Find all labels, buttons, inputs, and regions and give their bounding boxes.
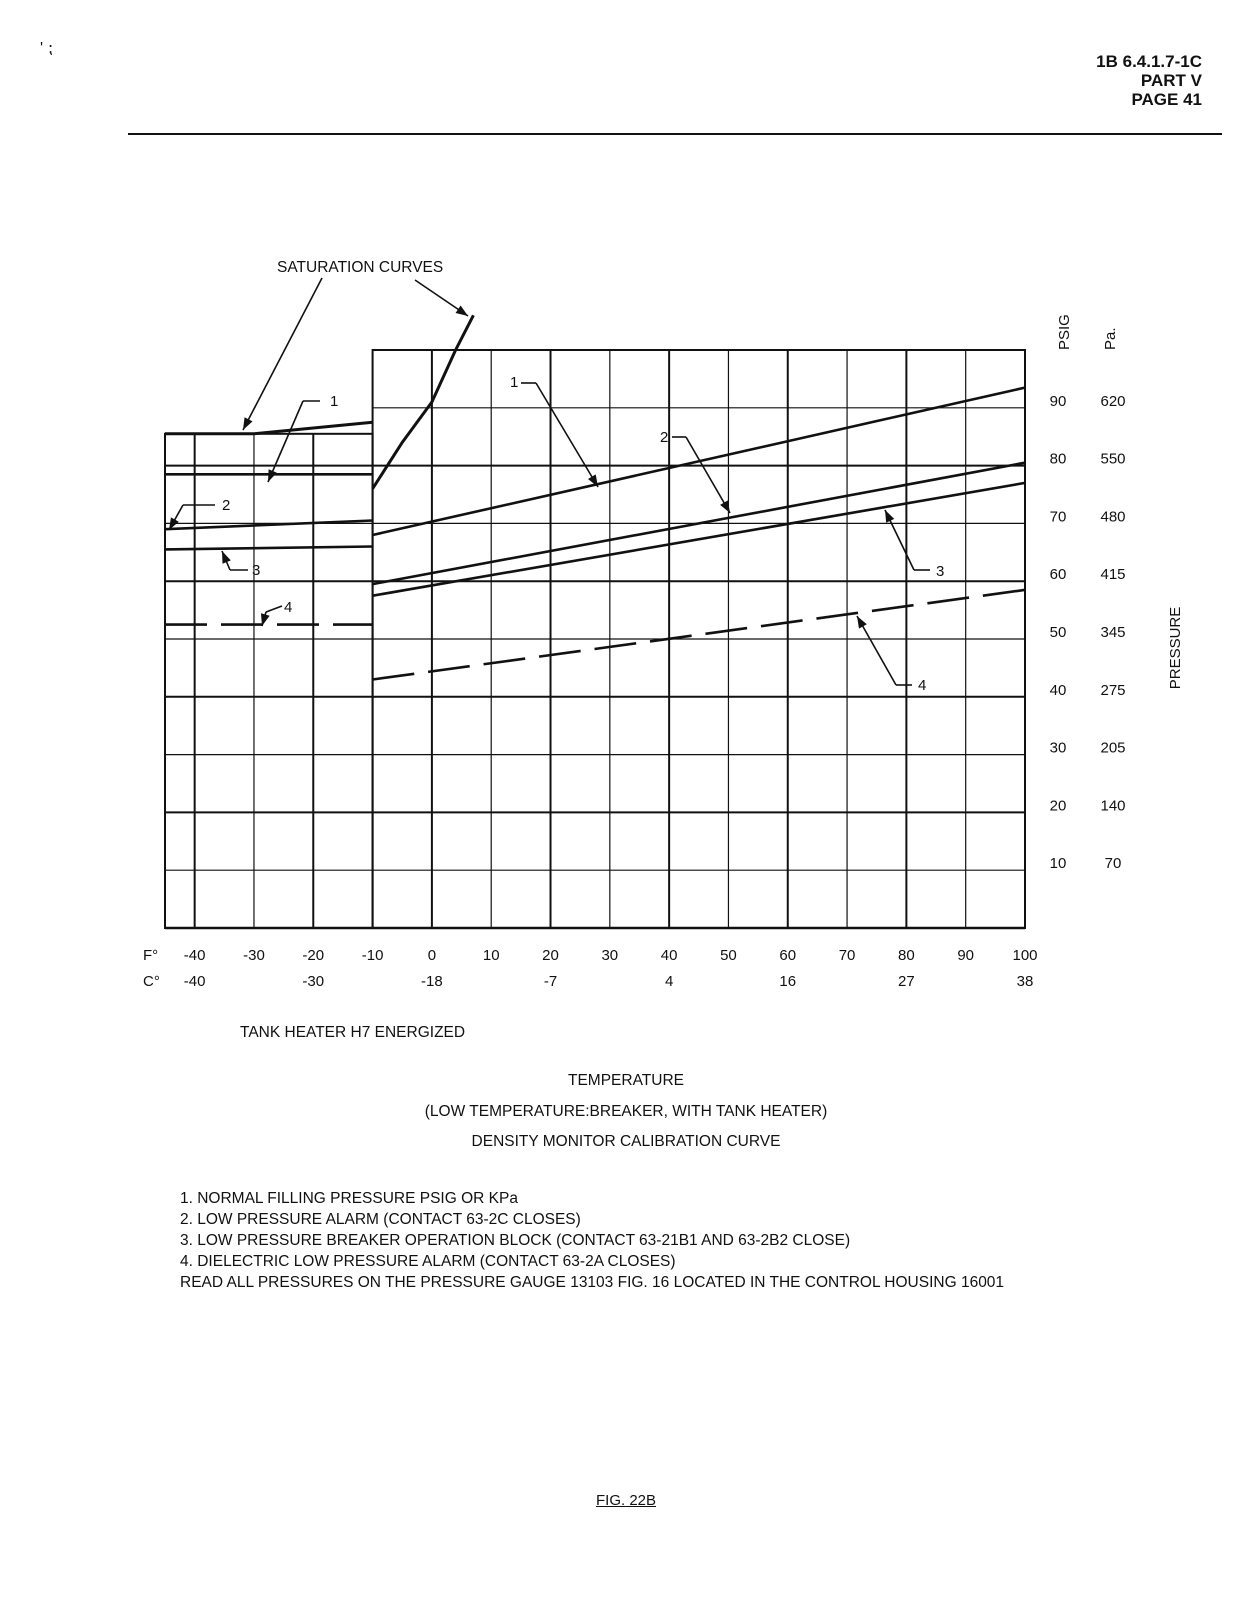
y-tick-pa-30: 205 [1100, 739, 1126, 757]
note-3: 3. LOW PRESSURE BREAKER OPERATION BLOCK (CONTACT 63-21B1 AND 63-2B2 CLOSE) [180, 1232, 851, 1249]
y-tick-psig-90: 90 [1049, 392, 1067, 410]
callout-3-left-pointer-head [222, 551, 231, 564]
x-tick-f-20: 20 [542, 947, 559, 964]
x-tick-f-0: 0 [427, 947, 437, 964]
x-unit-c: C° [143, 973, 160, 990]
x-tick-f-80: 80 [898, 947, 915, 964]
y-tick-psig-40: 40 [1049, 681, 1067, 699]
x-tick-c--18: -18 [421, 973, 443, 990]
series-3-segment-1 [165, 547, 373, 550]
y-tick-psig-50: 50 [1049, 624, 1067, 641]
chart-grid [165, 350, 1025, 928]
saturation-pointer-right-head [456, 306, 468, 316]
tank-heater-note: TANK HEATER H7 ENERGIZED [240, 1024, 466, 1041]
x-tick-f-100: 100 [1012, 947, 1038, 964]
y-unit-pa: Pa. [1102, 327, 1119, 350]
x-tick-c-38: 38 [1016, 973, 1034, 990]
series-3-segment-2 [373, 483, 1025, 596]
x-tick-c-16: 16 [779, 973, 797, 990]
y-tick-pa-50: 345 [1100, 624, 1126, 641]
y-tick-pa-80: 550 [1100, 450, 1126, 468]
legend-notes [180, 1188, 1004, 1293]
y-tick-pa-90: 620 [1100, 392, 1126, 410]
x-tick-f-10: 10 [482, 947, 500, 964]
chart-title: DENSITY MONITOR CALIBRATION CURVE [471, 1133, 781, 1150]
callout-4-right-pointer-head [857, 616, 867, 629]
note-1: 1. NORMAL FILLING PRESSURE PSIG OR KPa [180, 1190, 518, 1207]
callout-2-left-label: 2 [222, 497, 231, 514]
saturation-pointer-left [243, 278, 322, 430]
x-tick-f--20: -20 [302, 947, 325, 964]
callout-3-right-pointer-head [885, 510, 894, 523]
x-tick-f-70: 70 [838, 947, 856, 964]
chart-callouts [169, 259, 944, 694]
x-tick-c-4: 4 [664, 973, 674, 990]
y-tick-psig-30: 30 [1049, 739, 1067, 757]
chart-curves [165, 315, 1025, 679]
x-tick-f--10: -10 [361, 947, 384, 964]
callout-4-left-pointer-head [261, 613, 270, 626]
saturation-pointer-left-head [243, 417, 253, 430]
page-number: PAGE 41 [1131, 90, 1202, 109]
header-rule [128, 133, 1222, 135]
heater-panel-frame [165, 434, 373, 928]
callout-3-right-label: 3 [936, 563, 945, 580]
callout-3-left-label: 3 [252, 562, 261, 579]
y-tick-psig-20: 20 [1049, 797, 1067, 815]
callout-1-right-pointer [536, 383, 598, 487]
y-tick-pa-60: 415 [1100, 566, 1126, 584]
x-tick-c-27: 27 [898, 973, 915, 990]
x-unit-f: F° [143, 947, 159, 964]
saturation-label: SATURATION CURVES [277, 259, 444, 276]
callout-2-right-label: 2 [660, 429, 669, 446]
x-tick-f--40: -40 [183, 947, 206, 964]
y-tick-pa-20: 140 [1100, 797, 1126, 815]
series-1-segment-2 [373, 388, 1025, 535]
series-2-segment-1 [165, 521, 373, 530]
x-axis-label: TEMPERATURE [568, 1072, 684, 1089]
note-2: 2. LOW PRESSURE ALARM (CONTACT 63-2C CLOSES) [180, 1211, 581, 1228]
callout-2-right-pointer [686, 437, 730, 513]
y-axis-label: PRESSURE [1167, 606, 1184, 690]
x-tick-f-40: 40 [660, 947, 678, 964]
x-tick-f-30: 30 [601, 947, 619, 964]
callout-1-right-label: 1 [510, 374, 519, 391]
y-tick-psig-80: 80 [1049, 450, 1067, 468]
note-4: 4. DIELECTRIC LOW PRESSURE ALARM (CONTACT 63-2A CLOSES) [180, 1253, 676, 1270]
figure-label: FIG. 22B [595, 1492, 657, 1509]
y-tick-psig-70: 70 [1049, 508, 1067, 526]
page-header [1096, 52, 1202, 109]
x-tick-f--30: -30 [243, 947, 265, 964]
x-tick-c--7: -7 [543, 973, 558, 990]
x-tick-f-90: 90 [957, 947, 975, 964]
y-tick-psig-10: 10 [1049, 855, 1067, 873]
doc-number: 1B 6.4.1.7-1C [1096, 52, 1202, 71]
chart-subtitle: (LOW TEMPERATURE:BREAKER, WITH TANK HEATER) [424, 1103, 828, 1120]
y-tick-pa-10: 70 [1104, 855, 1122, 873]
callout-1-left-pointer [268, 401, 303, 482]
x-tick-f-50: 50 [720, 947, 737, 964]
note-read: READ ALL PRESSURES ON THE PRESSURE GAUGE 13103 FIG. 16 LOCATED IN THE CONTROL HOUSING 16001 [180, 1274, 1005, 1291]
part-label: PART V [1140, 71, 1202, 90]
series-saturation-segment-2 [373, 315, 474, 488]
callout-4-right-label: 4 [918, 677, 927, 694]
y-unit-psig: PSIG [1056, 314, 1073, 350]
series-4-segment-2 [373, 590, 1025, 680]
x-tick-f-60: 60 [779, 947, 797, 964]
y-tick-pa-70: 480 [1100, 508, 1126, 526]
y-tick-psig-60: 60 [1049, 566, 1067, 584]
x-tick-c--40: -40 [183, 973, 206, 990]
scan-specks: ' ⁏ [40, 40, 53, 57]
series-saturation-segment-1 [165, 422, 373, 434]
callout-1-left-label: 1 [330, 393, 339, 410]
calibration-chart [0, 200, 1252, 1210]
x-tick-c--30: -30 [302, 973, 325, 990]
callout-4-left-label: 4 [284, 599, 293, 616]
callout-4-left-tick [266, 606, 282, 612]
y-tick-pa-40: 275 [1100, 681, 1126, 699]
chart-ticks [143, 314, 1184, 990]
